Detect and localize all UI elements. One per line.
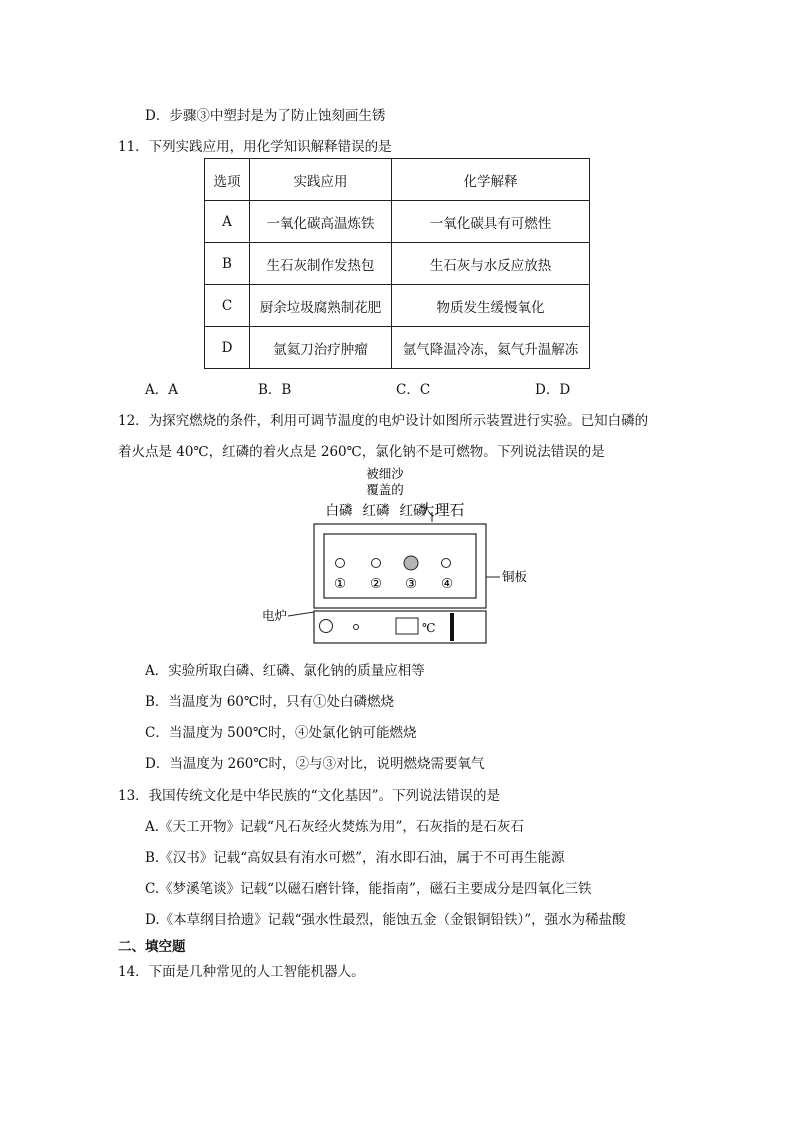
- table-row: [205, 201, 590, 243]
- q11-option-d: D．D: [535, 382, 571, 398]
- q13-option-b: B.《汉书》记载“高奴县有洧水可燃”，洧水即石油，属于不可再生能源: [145, 850, 565, 866]
- q10-option-d: D．步骤③中塑封是为了防止蚀刻画生锈: [145, 108, 386, 124]
- q12-option-d: D．当温度为 260℃时，②与③对比，说明燃烧需要氧气: [145, 756, 485, 772]
- label-marble: 大理石: [419, 501, 465, 519]
- furnace-handle: [450, 613, 454, 641]
- furnace-knob: [320, 620, 333, 633]
- q12-option-c: C．当温度为 500℃时，④处氯化钠可能燃烧: [145, 725, 417, 741]
- q12-apparatus-figure: [0, 460, 794, 660]
- temperature-unit: ℃: [422, 621, 436, 635]
- table-cell: 生石灰制作发热包: [250, 243, 392, 285]
- white-phosphorus-sample: [336, 559, 345, 568]
- label-red-phosphorus: 红磷: [362, 503, 390, 519]
- section-title: 二、填空题: [118, 939, 186, 955]
- q13-option-d: D.《本草纲目拾遗》记载“强水性最烈，能蚀五金（金银铜铅铁）”，强水为稀盐酸: [145, 912, 626, 928]
- label-white-phosphorus: 白磷: [325, 503, 353, 519]
- q13-option-c: C.《梦溪笔谈》记载“以磁石磨针锋，能指南”，磁石主要成分是四氧化三铁: [145, 881, 592, 897]
- number-3: ③: [404, 576, 418, 592]
- furnace-label: 电炉: [262, 608, 288, 623]
- q11-option-a: A．A: [145, 382, 178, 398]
- q12-stem-line1: 12．为探究燃烧的条件，利用可调节温度的电炉设计如图所示装置进行实验。已知白磷的: [118, 413, 649, 429]
- number-4: ④: [440, 576, 454, 592]
- number-2: ②: [369, 576, 383, 592]
- table-header: 实践应用: [250, 159, 392, 201]
- q14-stem: 14．下面是几种常见的人工智能机器人。: [118, 964, 365, 980]
- q13-stem: 13．我国传统文化是中华民族的“文化基因”。下列说法错误的是: [118, 788, 500, 804]
- marble-sample: [442, 559, 451, 568]
- q12-option-b: B．当温度为 60℃时，只有①处白磷燃烧: [145, 694, 394, 710]
- furnace-indicator-light: [354, 625, 359, 630]
- sand-covered-red-phosphorus-sample: [404, 556, 418, 570]
- label-covered-red-phosphorus: 红磷: [399, 503, 427, 519]
- q11-option-b: B．B: [258, 382, 292, 398]
- table-cell: 物质发生缓慢氧化: [392, 285, 590, 327]
- covered-label-2: 覆盖的: [366, 482, 404, 497]
- table-row: [205, 243, 590, 285]
- number-1: ①: [333, 576, 347, 592]
- q13-option-a: A.《天工开物》记载“凡石灰经火焚炼为用”，石灰指的是石灰石: [145, 819, 524, 835]
- table-cell: 氩气降温冷冻，氦气升温解冻: [392, 327, 590, 369]
- table-row: [205, 285, 590, 327]
- copper-label: 铜板: [502, 569, 528, 584]
- table-header: 化学解释: [392, 159, 590, 201]
- table-cell: 氩氦刀治疗肿瘤: [250, 327, 392, 369]
- table-cell: 一氧化碳高温炼铁: [250, 201, 392, 243]
- table-cell: B: [205, 243, 250, 285]
- copper-plate: [324, 534, 476, 598]
- q11-stem: 11．下列实践应用，用化学知识解释错误的是: [118, 139, 392, 155]
- table-cell: 一氧化碳具有可燃性: [392, 201, 590, 243]
- furnace-leader-line: [288, 612, 314, 616]
- q12-stem-line2: 着火点是 40℃，红磷的着火点是 260℃，氯化钠不是可燃物。下列说法错误的是: [118, 444, 605, 460]
- table-cell: C: [205, 285, 250, 327]
- q11-table: [204, 158, 590, 369]
- table-header-row: [205, 159, 590, 201]
- table-cell: A: [205, 201, 250, 243]
- table-header: 选项: [205, 159, 250, 201]
- q11-option-c: C．C: [396, 382, 431, 398]
- table-cell: 厨余垃圾腐熟制花肥: [250, 285, 392, 327]
- table-cell: D: [205, 327, 250, 369]
- table-cell: 生石灰与水反应放热: [392, 243, 590, 285]
- table-row: [205, 327, 590, 369]
- covered-label-1: 被细沙: [366, 466, 404, 481]
- red-phosphorus-sample: [372, 559, 381, 568]
- temperature-display: [396, 618, 418, 634]
- q12-option-a: A．实验所取白磷、红磷、氯化钠的质量应相等: [145, 663, 425, 679]
